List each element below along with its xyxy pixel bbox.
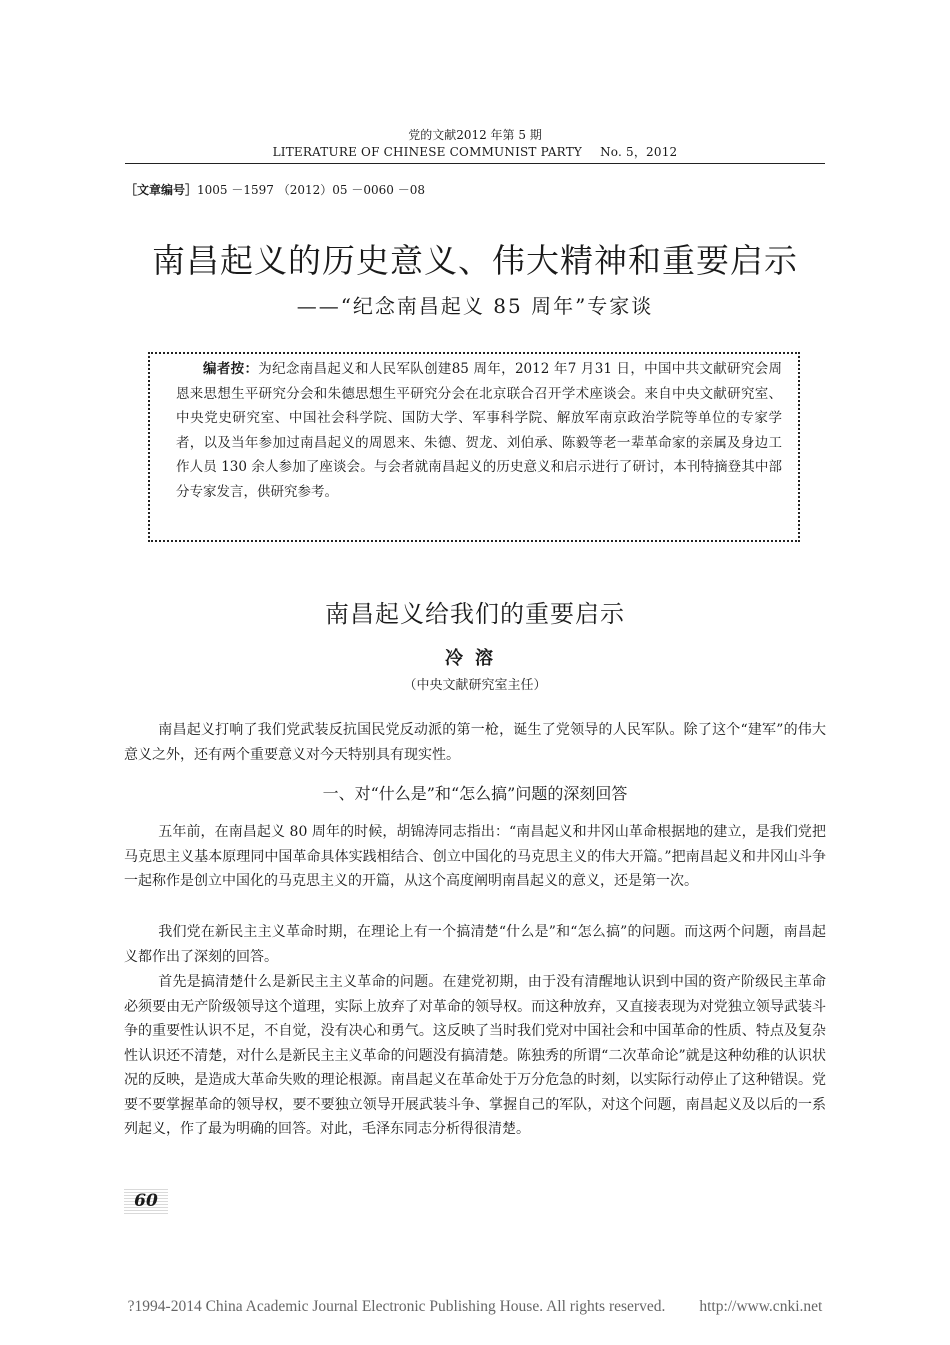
article-title: 南昌起义的历史意义、伟大精神和重要启示 [152,241,798,280]
copyright-text: ?1994-2014 China Academic Journal Electronic Publishing House. All rights reserved. [127,1298,666,1315]
paragraph-3: 我们党在新民主主义革命时期，在理论上有一个搞清楚“什么是”和“怎么搞”的问题。而这两个问题，南昌起义都作出了深刻的回答。 [124,924,826,965]
article-number-label: ［文章编号］ [125,183,198,197]
author-name: 冷溶 [445,648,505,669]
editor-note [176,357,782,505]
paragraph-4: 首先是搞清楚什么是新民主主义革命的问题。在建党初期，由于没有清醒地认识到中国的资产阶级民主革命必须要由无产阶级领导这个道理，实际上放弃了对革命的领导权。而这种放弃，又直接表现为对党独立领导武装斗争的重要性认识不足，不自觉，没有决心和勇气。这反映了当时我们党对中国社会和中国革命的性质、特点及复杂性认识还不清楚，对什么是新民主主义革命的问题没有搞清楚。陈独秀的所谓“二次革命论”就是这种幼稚的认识状况的反映，是造成大革命失败的理论根源。南昌起义在革命处于万分危急的时刻，以实际行动停止了这种错误。党要不要掌握革命的领导权，要不要独立领导开展武装斗争、掌握自己的军队，对这个问题，南昌起义及以后的一系列起义，作了最为明确的回答。对此，毛泽东同志分析得很清楚。 [124,974,826,1137]
editor-note-label: 编者按： [203,361,259,377]
journal-name-en: LITERATURE OF CHINESE COMMUNIST PARTY [272,145,583,159]
author-affiliation: （中央文献研究室主任） [403,678,547,693]
article-subtitle: ——“纪念南昌起义 85 周年”专家谈 [296,294,654,318]
section-heading-1: 一、对“什么是”和“怎么搞”问题的深刻回答 [322,784,628,803]
cnki-link[interactable]: http://www.cnki.net [699,1298,823,1315]
editor-note-text: 为纪念南昌起义和人民军队创建85 周年，2012 年7 月31 日，中国中共文献研究会周恩来思想生平研究分会和朱德思想生平研究分会在北京联合召开学术座谈会。来自中央文献研究室、中央党史研究室、中国社会科学院、国防大学、军事科学院、解放军南京政治学院等单位的专家学者，以及当年参加过南昌起义的周恩来、朱德、贺龙、刘伯承、陈毅等老一辈革命家的亲属及身边工作人员 130 余人参加了座谈会。与会者就南昌起义的历史意义和启示进行了研讨，本刊特摘登其中部分专家发言，供研究参考。 [176,361,783,500]
section-title: 南昌起义给我们的重要启示 [325,600,625,628]
header-divider [125,163,825,164]
page-number: 60 [124,1188,168,1214]
copyright-footer [0,1297,950,1317]
article-number-value: 1005 －1597 （2012）05 －0060 －08 [197,183,425,197]
journal-title-cn: 党的文献2012 年第 5 期 [408,128,542,142]
paragraph-2: 五年前，在南昌起义 80 周年的时候，胡锦涛同志指出：“南昌起义和井冈山革命根据地的建立，是我们党把马克思主义基本原理同中国革命具体实践相结合、创立中国化的马克思主义的伟大开篇。”把南昌起义和井冈山斗争一起称作是创立中国化的马克思主义的开篇，从这个高度阐明南昌起义的意义，还是第一次。 [124,824,826,889]
article-number [125,182,425,198]
paragraph-1: 南昌起义打响了我们党武装反抗国民党反动派的第一枪，诞生了党领导的人民军队。除了这个“建军”的伟大意义之外，还有两个重要意义对今天特别具有现实性。 [124,722,826,763]
journal-issue-en: No. 5，2012 [600,145,678,159]
journal-title-en [0,145,950,159]
